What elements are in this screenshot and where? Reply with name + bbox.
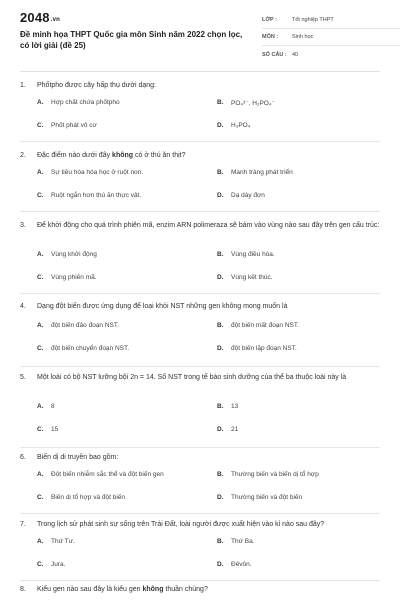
answer-letter: A. bbox=[37, 471, 44, 478]
answer-option[interactable] bbox=[217, 426, 238, 433]
answer-letter: A. bbox=[37, 403, 44, 410]
meta-key: LỚP : bbox=[262, 17, 277, 23]
answer-text: Đêvôn. bbox=[231, 561, 252, 568]
question-text-part: Dạng đột biến được ứng dụng để loại khỏi NST những gen không mong muốn là bbox=[37, 303, 288, 310]
answer-letter: D. bbox=[217, 122, 224, 129]
answer-text: H₃PO₄ bbox=[231, 122, 251, 129]
exam-meta-table bbox=[262, 12, 400, 63]
answer-letter: D. bbox=[217, 426, 224, 433]
question-text bbox=[37, 586, 380, 593]
question-block bbox=[20, 519, 380, 581]
answer-letter: C. bbox=[37, 345, 44, 352]
answer-option[interactable] bbox=[217, 561, 252, 568]
answer-option[interactable] bbox=[37, 426, 58, 433]
answer-letter: C. bbox=[37, 274, 44, 281]
question-text-part: thuần chủng? bbox=[163, 586, 208, 593]
answer-letter: B. bbox=[217, 403, 224, 410]
answer-letter: A. bbox=[37, 169, 44, 176]
answer-options bbox=[20, 301, 380, 366]
answer-text: Manh tràng phát triển bbox=[231, 169, 293, 176]
answer-text: 8 bbox=[51, 403, 55, 410]
answer-option[interactable] bbox=[217, 99, 275, 107]
answer-letter: D. bbox=[217, 494, 224, 501]
answer-option[interactable] bbox=[37, 322, 119, 329]
answer-option[interactable] bbox=[217, 192, 265, 199]
answer-option[interactable] bbox=[217, 251, 275, 258]
question-block bbox=[20, 150, 380, 212]
answer-letter: D. bbox=[217, 192, 224, 199]
answer-option[interactable] bbox=[217, 538, 255, 545]
question-block bbox=[20, 301, 380, 367]
answer-text: Phốt phát vô cơ bbox=[51, 122, 97, 129]
answer-option[interactable] bbox=[37, 403, 55, 410]
answer-option[interactable] bbox=[37, 192, 141, 199]
question-number: 1. bbox=[20, 82, 26, 89]
meta-key: SỐ CÂU : bbox=[262, 51, 287, 58]
logo-text: 2048 bbox=[20, 10, 50, 25]
site-logo[interactable] bbox=[20, 10, 60, 25]
answer-text: Hợp chất chứa phốtpho bbox=[51, 99, 120, 106]
answer-letter: B. bbox=[217, 471, 224, 478]
question-text-emphasis: không bbox=[142, 586, 164, 593]
answer-letter: C. bbox=[37, 561, 44, 568]
question-text-part: Trong lịch sử phát sinh sự sống trên Trái Đất, loài người được xuất hiện vào kỉ nào sau đây? bbox=[37, 521, 325, 528]
meta-value: Tốt nghiệp THPT bbox=[292, 17, 334, 23]
meta-value: Sinh học bbox=[292, 34, 314, 40]
answer-letter: D. bbox=[217, 274, 224, 281]
answer-text: Thường biến và đột biến bbox=[231, 494, 303, 501]
answer-letter: B. bbox=[217, 538, 224, 545]
answer-letter: C. bbox=[37, 122, 44, 129]
answer-options bbox=[20, 150, 380, 211]
answer-option[interactable] bbox=[217, 322, 299, 329]
meta-key: MÔN : bbox=[262, 34, 279, 40]
answer-letter: B. bbox=[217, 169, 224, 176]
answer-text: đột biến đảo đoạn NST. bbox=[51, 322, 119, 329]
answer-text: Jura. bbox=[51, 561, 66, 568]
answer-option[interactable] bbox=[37, 538, 75, 545]
question-number: 2. bbox=[20, 152, 26, 159]
answer-options bbox=[20, 452, 380, 513]
answer-option[interactable] bbox=[217, 169, 293, 176]
question-block bbox=[20, 80, 380, 142]
answer-letter: D. bbox=[217, 345, 224, 352]
answer-text: 21 bbox=[231, 426, 239, 433]
answer-letter: B. bbox=[217, 251, 224, 258]
page-header bbox=[20, 0, 380, 72]
answer-options bbox=[20, 519, 380, 580]
answer-text: 15 bbox=[51, 426, 59, 433]
answer-text: 13 bbox=[231, 403, 239, 410]
question-number: 4. bbox=[20, 303, 26, 310]
question-text-part: Biến dị di truyền bao gồm: bbox=[37, 454, 119, 461]
answer-text: Sự tiêu hóa hóa học ở ruột non. bbox=[51, 169, 144, 176]
answer-option[interactable] bbox=[217, 494, 302, 501]
answer-text: Thường biến và biến dị tổ hợp bbox=[231, 471, 319, 478]
question-block bbox=[20, 220, 380, 294]
answer-options bbox=[20, 372, 380, 447]
answer-text: Ruột ngắn hơn thú ăn thực vật. bbox=[51, 192, 142, 199]
meta-row-subject bbox=[262, 29, 400, 46]
answer-text: PO₄³⁻, H₂PO₄⁻ bbox=[231, 100, 275, 107]
answer-text: Biến dị tổ hợp và đột biến bbox=[51, 494, 126, 501]
answer-letter: C. bbox=[37, 494, 44, 501]
answer-text: đột biến mất đoạn NST. bbox=[231, 322, 299, 329]
question-text-part: Để khởi động cho quá trình phiên mã, enzim ARN polimeraza sẽ bám vào vùng nào sau đây trên gen cấu trúc: bbox=[37, 222, 380, 229]
answer-option[interactable] bbox=[37, 251, 97, 258]
question-number: 5. bbox=[20, 374, 26, 381]
meta-row-count bbox=[262, 46, 400, 63]
answer-option[interactable] bbox=[37, 122, 97, 129]
question-text-part: Phốtpho được cây hấp thụ dưới dạng: bbox=[37, 82, 156, 89]
answer-option[interactable] bbox=[217, 274, 273, 281]
answer-text: Vùng phiên mã. bbox=[51, 274, 97, 281]
answer-text: Vùng điều hòa. bbox=[231, 251, 275, 258]
answer-option[interactable] bbox=[37, 99, 120, 106]
answer-text: Đột biến nhiễm sắc thể và đột biến gen bbox=[51, 471, 164, 478]
question-number: 6. bbox=[20, 454, 26, 461]
answer-options bbox=[20, 220, 380, 293]
answer-option[interactable] bbox=[217, 345, 297, 352]
answer-letter: A. bbox=[37, 322, 44, 329]
answer-letter: B. bbox=[217, 322, 224, 329]
answer-text: Vùng kết thúc. bbox=[231, 274, 273, 281]
answer-text: Thứ Ba. bbox=[231, 538, 255, 545]
answer-option[interactable] bbox=[37, 345, 129, 352]
answer-letter: C. bbox=[37, 192, 44, 199]
answer-letter: A. bbox=[37, 251, 44, 258]
question-text-part: Một loài có bộ NST lưỡng bội 2n = 14. Số NST trong tế bào sinh dưỡng của thể ba thuộc loài này là bbox=[37, 374, 347, 381]
answer-option[interactable] bbox=[37, 471, 164, 478]
question-text-part: có ở thú ăn thịt? bbox=[133, 152, 186, 159]
answer-option[interactable] bbox=[217, 122, 250, 129]
answer-option[interactable] bbox=[37, 561, 65, 568]
answer-letter: D. bbox=[217, 561, 224, 568]
answer-text: Vùng khởi động bbox=[51, 251, 97, 258]
question-block bbox=[20, 372, 380, 448]
answer-text: Thứ Tư. bbox=[51, 538, 75, 545]
question-block bbox=[20, 452, 380, 514]
answer-option[interactable] bbox=[217, 471, 319, 478]
logo-suffix: .vn bbox=[50, 17, 61, 23]
question-number: 8. bbox=[20, 586, 26, 593]
document-title: Đề minh họa THPT Quốc gia môn Sinh năm 2022 chọn lọc, có lời giải (đề 25) bbox=[20, 30, 243, 50]
answer-letter: A. bbox=[37, 99, 44, 106]
answer-text: Dạ dày đơn bbox=[231, 192, 265, 199]
answer-text: đột biến chuyển đoạn NST. bbox=[51, 345, 130, 352]
meta-row-class bbox=[262, 12, 400, 29]
answer-option[interactable] bbox=[37, 494, 125, 501]
answer-option[interactable] bbox=[37, 274, 97, 281]
answer-option[interactable] bbox=[37, 169, 143, 176]
answer-text: đột biến lặp đoạn NST. bbox=[231, 345, 297, 352]
question-text-part: Đặc điểm nào dưới đây bbox=[37, 152, 113, 159]
answer-letter: B. bbox=[217, 99, 224, 106]
answer-option[interactable] bbox=[217, 403, 238, 410]
answer-options bbox=[20, 80, 380, 141]
question-8-stem bbox=[20, 586, 380, 593]
question-text-part: Kiểu gen nào sau đây là kiểu gen bbox=[37, 586, 143, 593]
question-number: 7. bbox=[20, 521, 26, 528]
meta-value: 40 bbox=[292, 51, 299, 58]
answer-letter: C. bbox=[37, 426, 44, 433]
answer-letter: A. bbox=[37, 538, 44, 545]
question-number: 3. bbox=[20, 222, 26, 229]
question-text-emphasis: không bbox=[112, 152, 134, 159]
